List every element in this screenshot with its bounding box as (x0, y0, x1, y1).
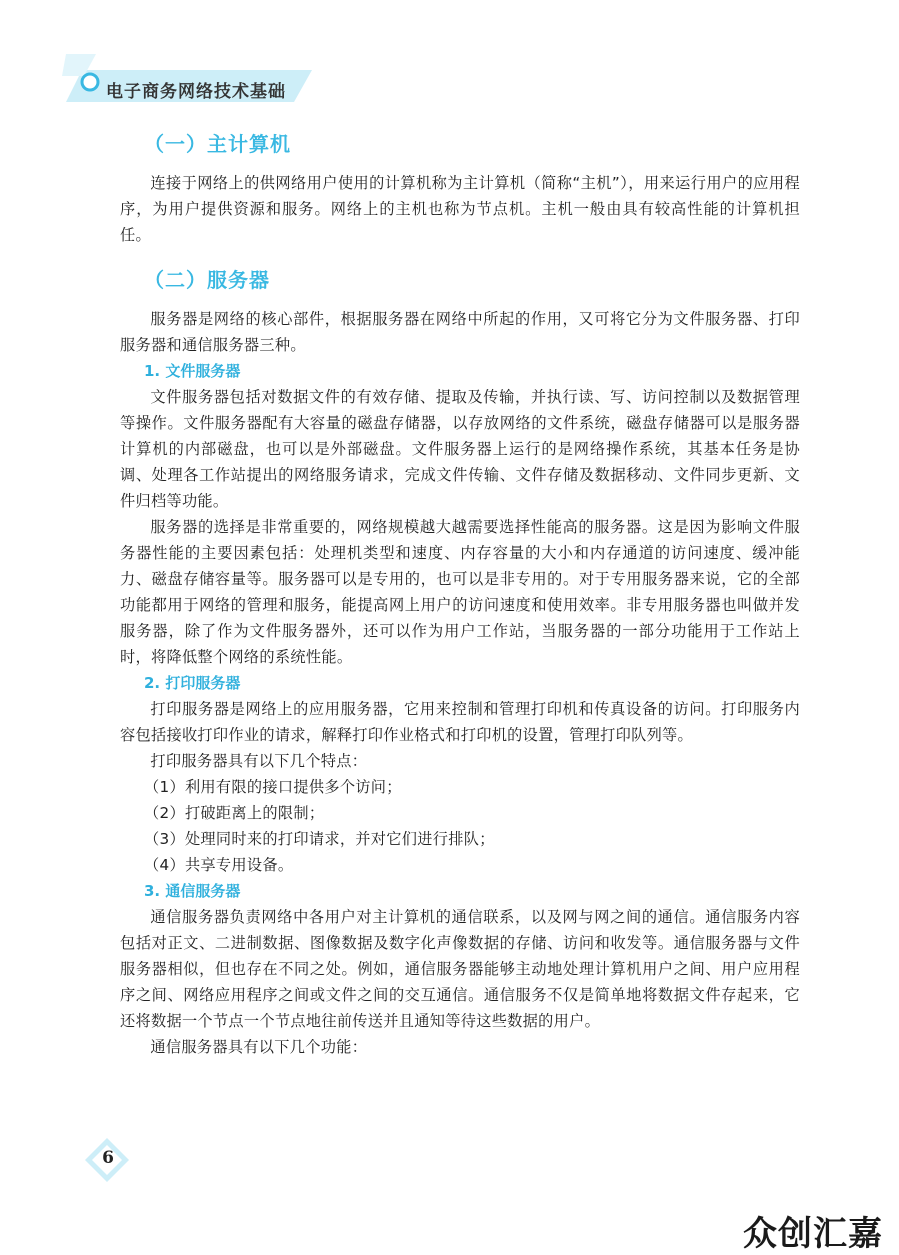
list-item: （3）处理同时来的打印请求，并对它们进行排队； (144, 830, 495, 848)
paragraph-server-intro: 服务器是网络的核心部件，根据服务器在网络中所起的作用，又可将它分为文件服务器、打印服务器和通信服务器三种。 (120, 310, 800, 354)
subheading-print-server: 2. 打印服务器 (144, 674, 241, 692)
page-content (120, 126, 800, 1060)
paragraph-file-server-1: 文件服务器包括对数据文件的有效存储、提取及传输，并执行读、写、访问控制以及数据管理等操作。文件服务器配有大容量的磁盘存储器，以存放网络的文件系统，磁盘存储器可以是服务器计算机的内部磁盘，也可以是外部磁盘。文件服务器上运行的是网络操作系统，其基本任务是协调、处理各工作站提出的网络服务请求，完成文件传输、文件存储及数据移动、文件同步更新、文件归档等功能。 (120, 388, 800, 510)
subheading-file-server: 1. 文件服务器 (144, 362, 241, 380)
subheading-comm-server: 3. 通信服务器 (144, 882, 241, 900)
paragraph-comm-server-2: 通信服务器具有以下几个功能： (150, 1038, 368, 1056)
watermark-logo: 众创汇嘉 (743, 1214, 883, 1254)
section-heading-server: （二）服务器 (144, 268, 270, 292)
list-item: （2）打破距离上的限制； (144, 804, 325, 822)
list-item: （1）利用有限的接口提供多个访问； (144, 778, 402, 796)
paragraph-print-server-2: 打印服务器具有以下几个特点： (150, 752, 368, 770)
paragraph-print-server-1: 打印服务器是网络上的应用服务器，它用来控制和管理打印机和传真设备的访问。打印服务内容包括接收打印作业的请求，解释打印作业格式和打印机的设置，管理打印队列等。 (120, 700, 800, 744)
book-title: 电子商务网络技术基础 (106, 82, 286, 102)
section-heading-host: （一）主计算机 (144, 132, 291, 156)
banner-dot-icon (82, 74, 98, 90)
paragraph-file-server-2: 服务器的选择是非常重要的，网络规模越大越需要选择性能高的服务器。这是因为影响文件服务器性能的主要因素包括：处理机类型和速度、内存容量的大小和内存通道的访问速度、缓冲能力、磁盘存储容量等。服务器可以是专用的，也可以是非专用的。对于专用服务器来说，它的全部功能都用于网络的管理和服务，能提高网上用户的访问速度和使用效率。非专用服务器也叫做并发服务器，除了作为文件服务器外，还可以作为用户工作站，当服务器的一部分功能用于工作站上时，将降低整个网络的系统性能。 (120, 518, 800, 666)
page-number: 6 (102, 1148, 114, 1168)
list-item: （4）共享专用设备。 (144, 856, 294, 874)
paragraph-host: 连接于网络上的供网络用户使用的计算机称为主计算机（简称“主机”），用来运行用户的应用程序，为用户提供资源和服务。网络上的主机也称为节点机。主机一般由具有较高性能的计算机担任。 (120, 174, 800, 244)
paragraph-comm-server-1: 通信服务器负责网络中各用户对主计算机的通信联系，以及网与网之间的通信。通信服务内容包括对正文、二进制数据、图像数据及数字化声像数据的存储、访问和收发等。通信服务器与文件服务器相似，但也存在不同之处。例如，通信服务器能够主动地处理计算机用户之间、用户应用程序之间、网络应用程序之间或文件之间的交互通信。通信服务不仅是简单地将数据文件存起来，它还将数据一个节点一个节点地往前传送并且通知等待这些数据的用户。 (120, 908, 800, 1030)
